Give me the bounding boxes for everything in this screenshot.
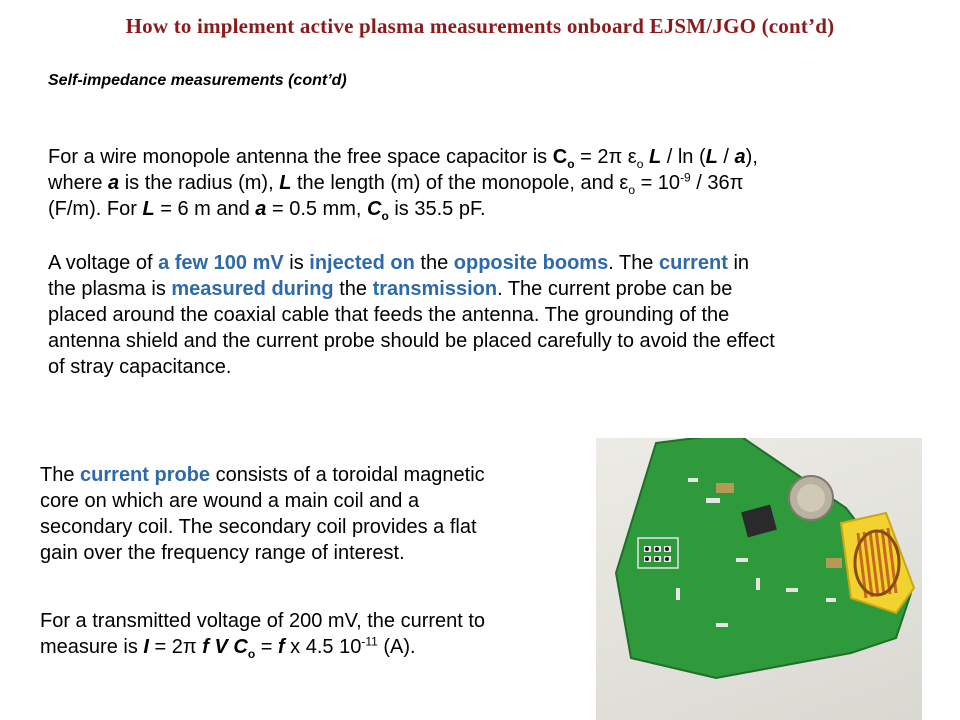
- slide-title: How to implement active plasma measurements onboard EJSM/JGO (cont’d): [125, 14, 835, 38]
- current-formula-paragraph: For a transmitted voltage of 200 mV, the current to measure is I = 2π f V $C_o = f$ x 4.5 $10^{-11}$ (A).: [40, 610, 486, 661]
- pcb-illustration: [596, 438, 922, 720]
- section-subtitle: Self-impedance measurements (cont’d): [48, 72, 347, 89]
- current-probe-photo: [596, 438, 922, 720]
- injection-paragraph: A voltage of a few 100 mV is injected on the opposite booms. The current in the plasma is measured during the transmission. The current probe can be placed around the coaxial cable that feeds the antenna. The grounding of the antenna shield and the current probe should be placed carefully to avoid the effect of stray capacitance.: [48, 252, 775, 378]
- current-probe-paragraph: The current probe consists of a toroidal magnetic core on which are wound a main coil and a secondary coil. The secondary coil provides a flat gain over the frequency range of interest.: [40, 464, 485, 564]
- capacitance-paragraph: For a wire monopole antenna the free space capacitor is $C_o = 2\pi$ $\varepsilon_o$ L / ln (L / a), where a is the radius (m), L the length (m) of the monopole, and $\varepsilon_o = 10^{-9} / 36\pi$ (F/m). For L = 6 m and a = 0.5 mm, $C_o$ is 35.5 pF.: [48, 146, 758, 223]
